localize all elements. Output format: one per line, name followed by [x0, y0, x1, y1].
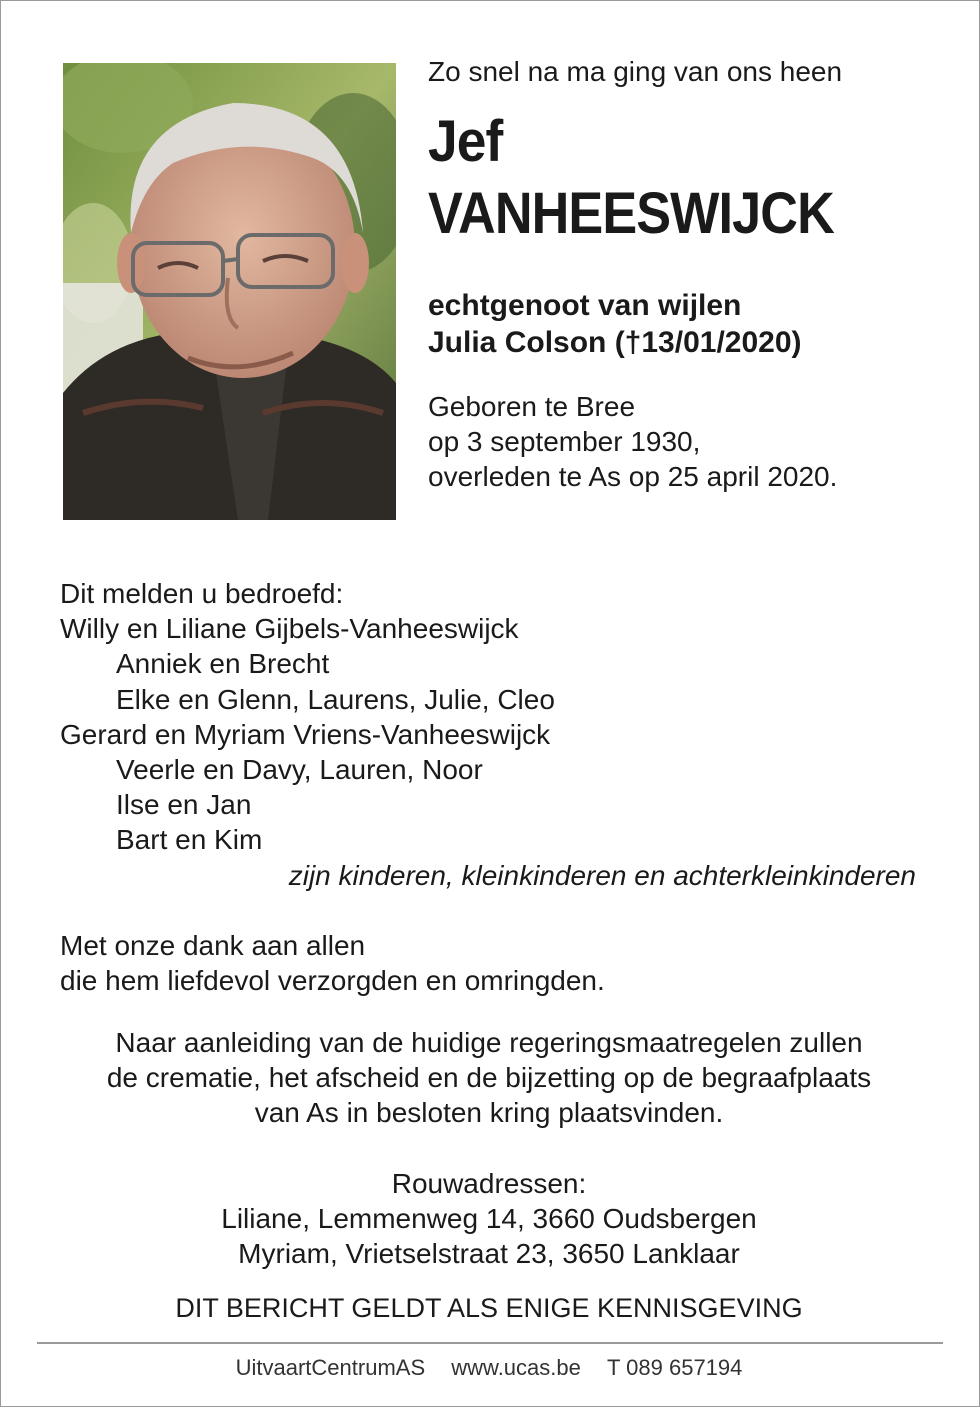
first-name: Jef: [428, 109, 503, 174]
spouse-name-line: Julia Colson (†13/01/2020): [428, 326, 802, 359]
intro-text: Zo snel na ma ging van ons heen: [428, 56, 843, 87]
family-member: Willy en Liliane Gijbels-Vanheeswijck: [60, 613, 519, 645]
thanks-line: die hem liefdevol verzorgden en omringden.: [60, 965, 605, 996]
address-line: Liliane, Lemmenweg 14, 3660 Oudsbergen: [221, 1203, 757, 1234]
family-member: Gerard en Myriam Vriens-Vanheeswijck: [60, 718, 551, 750]
portrait-photo: [63, 63, 396, 520]
address-line: Myriam, Vrietselstraat 23, 3650 Lanklaar: [238, 1238, 740, 1269]
family-member: Bart en Kim: [116, 824, 263, 856]
family-member: Anniek en Brecht: [116, 648, 330, 680]
family-intro: Dit melden u bedroefd:: [60, 578, 344, 609]
footer-company: UitvaartCentrumAS: [235, 1355, 426, 1380]
ceremony-notice: [41, 1025, 937, 1130]
header-block: [428, 53, 948, 494]
birthplace-line: Geboren te Bree: [428, 391, 636, 422]
birthdate-line: op 3 september 1930,: [428, 426, 701, 457]
footer: [1, 1353, 977, 1383]
thanks-text: [60, 928, 605, 998]
divider: [37, 1342, 943, 1344]
thanks-line: Met onze dank aan allen: [60, 930, 366, 961]
footer-website[interactable]: www.ucas.be: [451, 1355, 581, 1380]
condolence-addresses: [41, 1166, 937, 1271]
death-line: overleden te As op 25 april 2020.: [428, 461, 838, 492]
addresses-title: Rouwadressen:: [391, 1168, 587, 1199]
family-member: Ilse en Jan: [116, 789, 252, 821]
family-list: [60, 576, 940, 893]
footer-phone: T 089 657194: [607, 1355, 743, 1380]
birth-death-info: [428, 389, 948, 494]
notice-line: Naar aanleiding van de huidige regeringsmaatregelen zullen: [115, 1027, 863, 1058]
family-member: Elke en Glenn, Laurens, Julie, Cleo: [116, 683, 555, 715]
spouse-info: [428, 287, 948, 361]
last-name: VANHEESWIJCK: [428, 181, 834, 246]
spouse-line: echtgenoot van wijlen: [428, 289, 742, 322]
notice-line: van As in besloten kring plaatsvinden.: [254, 1097, 724, 1128]
family-member: Veerle en Davy, Lauren, Noor: [116, 754, 483, 786]
official-notice: DIT BERICHT GELDT ALS ENIGE KENNISGEVING: [175, 1293, 803, 1323]
family-relation: zijn kinderen, kleinkinderen en achterkleinkinderen: [288, 859, 916, 891]
notice-line: de crematie, het afscheid en de bijzetting op de begraafplaats: [106, 1062, 872, 1093]
